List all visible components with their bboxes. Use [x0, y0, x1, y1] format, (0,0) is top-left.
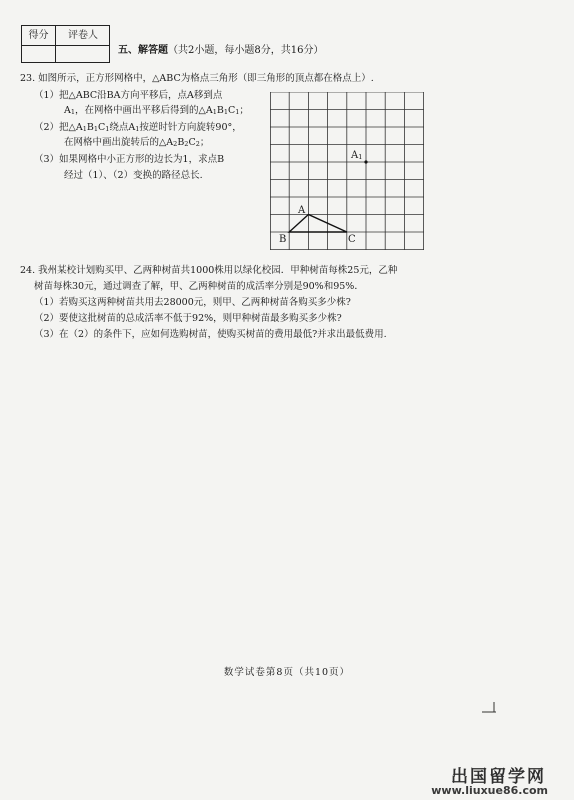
triangle-abc	[289, 215, 347, 233]
q24-part2: （2）要使这批树苗的总成活率不低于92%，则甲种树苗最多购买多少株?	[34, 313, 342, 324]
q23-part2-line2: 在网格中画出旋转后的$\triangle A_2B_2C_2$；	[64, 137, 210, 148]
section-heading: 五、解答题	[118, 45, 168, 56]
q24-stem-line1: 24. 我州某校计划购买甲、乙两种树苗共1000株用以绿化校园．甲种树苗每株25元，乙种	[20, 265, 398, 276]
q23-part3-line1: （3）如果网格中小正方形的边长为1，求点B	[34, 154, 225, 165]
q23-part1-line2: $A_1$，在网格中画出平移后得到的$\triangle A_1B_1C_1$；	[64, 105, 249, 116]
q24-part3: （3）在（2）的条件下，应如何选购树苗，使购买树苗的费用最低?并求出最低费用.	[34, 329, 387, 340]
label-c: C	[348, 234, 356, 245]
q24-stem-line2: 树苗每株30元，通过调查了解，甲、乙两种树苗的成活率分别是90%和95%．	[34, 281, 364, 292]
score-table	[21, 25, 110, 63]
section-note: （共2小题，每小题8分，共16分）	[168, 45, 324, 56]
score-label: 得分	[28, 30, 49, 41]
grid-lines	[270, 92, 424, 250]
point-a1	[364, 160, 367, 163]
q23-part1-line1: （1）把△ABC沿BA方向平移后，点A移到点	[34, 90, 223, 101]
q23-part3-line2: 经过（1）、（2）变换的路径总长.	[64, 170, 203, 181]
watermark-name: 出国留学网	[451, 767, 546, 787]
q23-part2-line1: （2）把$\triangle A_1B_1C_1$绕点$A_1$按逆时针方向旋转90°，	[34, 122, 242, 133]
grader-label: 评卷人	[68, 30, 98, 41]
grid-svg	[270, 92, 424, 250]
q23-stem: 23. 如图所示，正方形网格中，△ABC为格点三角形（即三角形的顶点都在格点上）.	[20, 73, 374, 84]
page-footer: 数学试卷第8页（共10页）	[223, 667, 351, 678]
watermark-url: www.liuxue86.com	[431, 784, 548, 797]
q24-part1: （1）若购买这两种树苗共用去28000元，则甲、乙两种树苗各购买多少株?	[34, 297, 351, 308]
section-title	[118, 41, 323, 56]
label-a1: $A_1$	[351, 150, 363, 161]
corner-mark-icon	[482, 700, 496, 714]
label-a: A	[298, 205, 306, 216]
table-divider	[22, 45, 109, 46]
label-b: B	[279, 234, 287, 245]
grid-figure	[270, 92, 424, 250]
